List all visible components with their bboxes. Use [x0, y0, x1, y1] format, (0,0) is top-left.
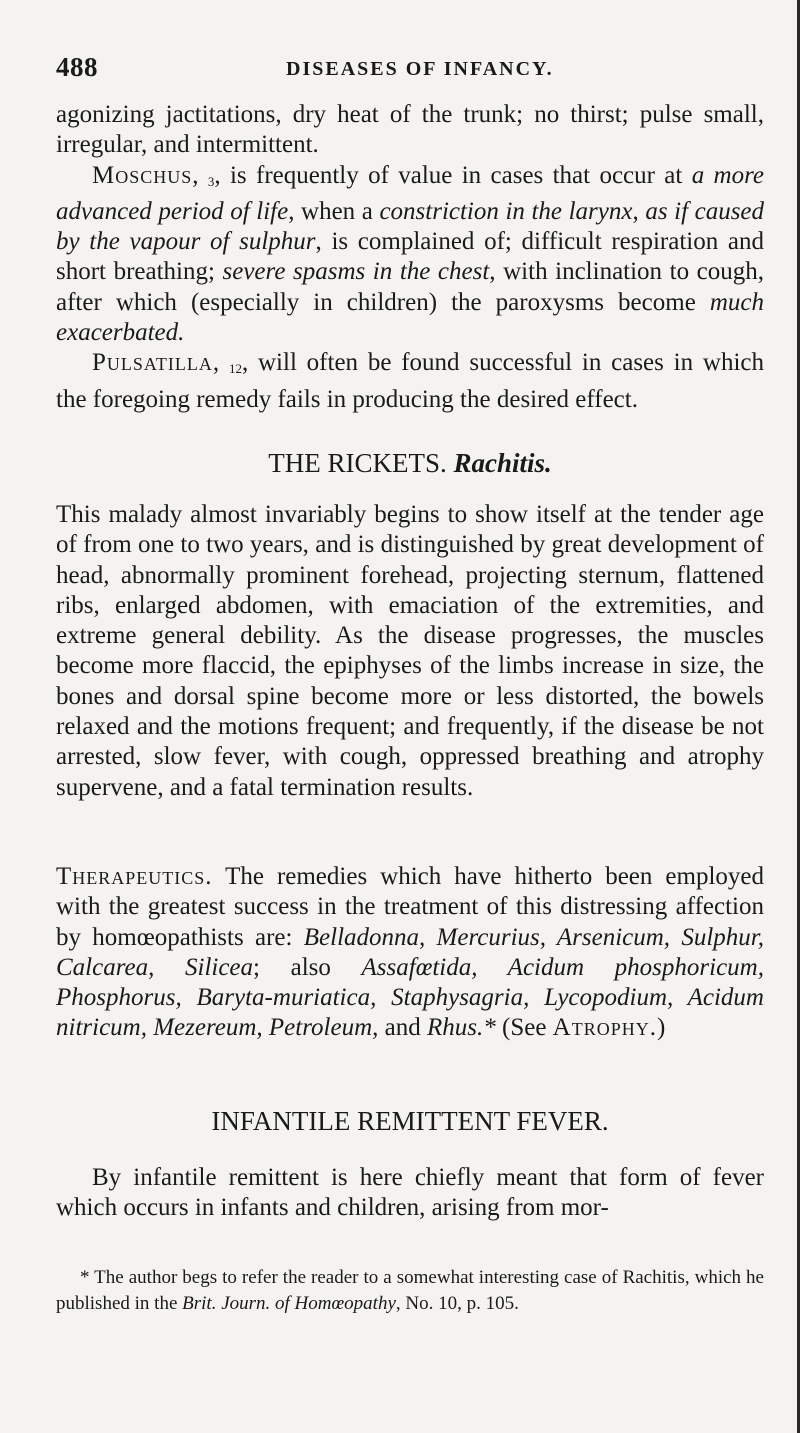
- text-block-therapeutics: [56, 862, 764, 1044]
- therapeutics-text: and: [378, 1014, 427, 1042]
- moschus-emphasis: constriction in the larynx: [379, 197, 633, 225]
- paragraph-rickets: This malady almost invariably begins to show itself at the tender age of from one to two years, and is distinguished by great development of head, abnormally prominent forehead, projecting sternum, flattened ribs, enlarged abdomen, with emaciation of the extremities, and extreme general debility. As the disease progresses, the muscles become more flaccid, the epiphyses of the limbs increase in size, the bones and dorsal spine become more or less distorted, the bowels relaxed and the motions frequent; and frequently, if the disease be not arrested, slow fever, with cough, oppressed breathing and atrophy supervene, and a fatal termination results.: [56, 501, 764, 801]
- paragraph-therapeutics: [56, 862, 764, 1044]
- paragraph-continuation: agonizing jactitations, dry heat of the trunk; no thirst; pulse small, irregular, and intermittent.: [56, 101, 764, 159]
- therapeutics-text: The remedies which have hitherto been employed with the greatest success in the treatment of this distressing affection by homœopathists are:: [56, 863, 764, 951]
- footnote-text-part: , No. 10, p. 105.: [395, 1293, 519, 1314]
- therapeutics-text: (See: [495, 1014, 553, 1042]
- remedy-name-pulsatilla: Pulsatilla: [92, 349, 213, 377]
- footnote-text: [56, 1265, 764, 1317]
- paragraph-fever: By infantile remittent is here chiefly meant that form of fever which occurs in infants and children, arising from mor-: [56, 1164, 764, 1222]
- text-block-top: [56, 100, 764, 415]
- therapeutics-label: Therapeutics.: [56, 863, 213, 890]
- heading-latin: Rachitis.: [453, 448, 552, 478]
- text-block-rickets: [56, 500, 764, 803]
- running-head: DISEASES OF INFANCY.: [286, 58, 554, 80]
- moschus-text: ,: [632, 197, 646, 225]
- page-number: 488: [56, 52, 98, 82]
- footnote-text-part: * The author begs to refer the reader to a somewhat interesting case of Rachitis, which he published in the: [56, 1267, 764, 1314]
- remedy-list: Rhus.*: [427, 1014, 496, 1042]
- footnote-journal: Brit. Journ. of Homœopathy: [182, 1293, 396, 1314]
- remedy-list: Belladonna, Mercurius, Arsenicum, Sulphur, Calcarea, Silicea: [56, 923, 764, 981]
- page-header: [56, 52, 760, 92]
- moschus-text: , with inclination to cough, after which (especially in children) the paroxysms become: [56, 258, 764, 316]
- moschus-emphasis: as if caused by the vapour of sulphur: [56, 197, 765, 256]
- heading-title: THE RICKETS.: [268, 448, 447, 478]
- moschus-emphasis: a more advanced period of life: [56, 161, 765, 225]
- therapeutics-text: ): [657, 1014, 666, 1042]
- paragraph-pulsatilla: Pulsatilla, 12, will often be found successful in cases in which the foregoing remedy fails in producing the desired effect.: [56, 349, 764, 413]
- text-block-fever: [56, 1163, 764, 1224]
- moschus-text: , when a: [288, 197, 380, 225]
- remedy-name-moschus: Moschus: [92, 161, 193, 189]
- dose-moschus: 3: [207, 173, 215, 189]
- footnote: [56, 1265, 764, 1317]
- section-heading-fever: [56, 1106, 764, 1137]
- moschus-text: , is complained of; difficult respiration and short breathing;: [56, 228, 764, 286]
- paragraph-moschus: Moschus, 3, is frequently of value in cases that occur at a more advanced period of life, when a constriction in the larynx, as if caused by the vapour of sulphur, is complained of; difficult respiration and short breathing; severe spasms in the chest, with inclination to cough, after which (especially in children) the paroxysms become much exacerbated.: [56, 161, 765, 347]
- dose-pulsatilla: 12: [228, 361, 242, 377]
- pulsatilla-text: , will often be found successful in cases in which the foregoing remedy fails in producing the desired effect.: [56, 349, 764, 413]
- section-heading-rickets: [56, 448, 764, 479]
- therapeutics-text: ; also: [253, 953, 362, 981]
- heading-title: INFANTILE REMITTENT FEVER.: [211, 1106, 609, 1136]
- moschus-text: , is frequently of value in cases that occur at: [214, 161, 692, 189]
- moschus-emphasis: severe spasms in the chest: [222, 258, 490, 286]
- remedy-list: Assafœtida, Acidum phosphoricum, Phosphorus, Baryta-muriatica, Staphysagria, Lycopodium, Acidum nitricum, Mezereum, Petroleum,: [56, 953, 764, 1042]
- moschus-emphasis: much exacerbated.: [56, 288, 764, 347]
- cross-reference: Atrophy.: [552, 1014, 657, 1042]
